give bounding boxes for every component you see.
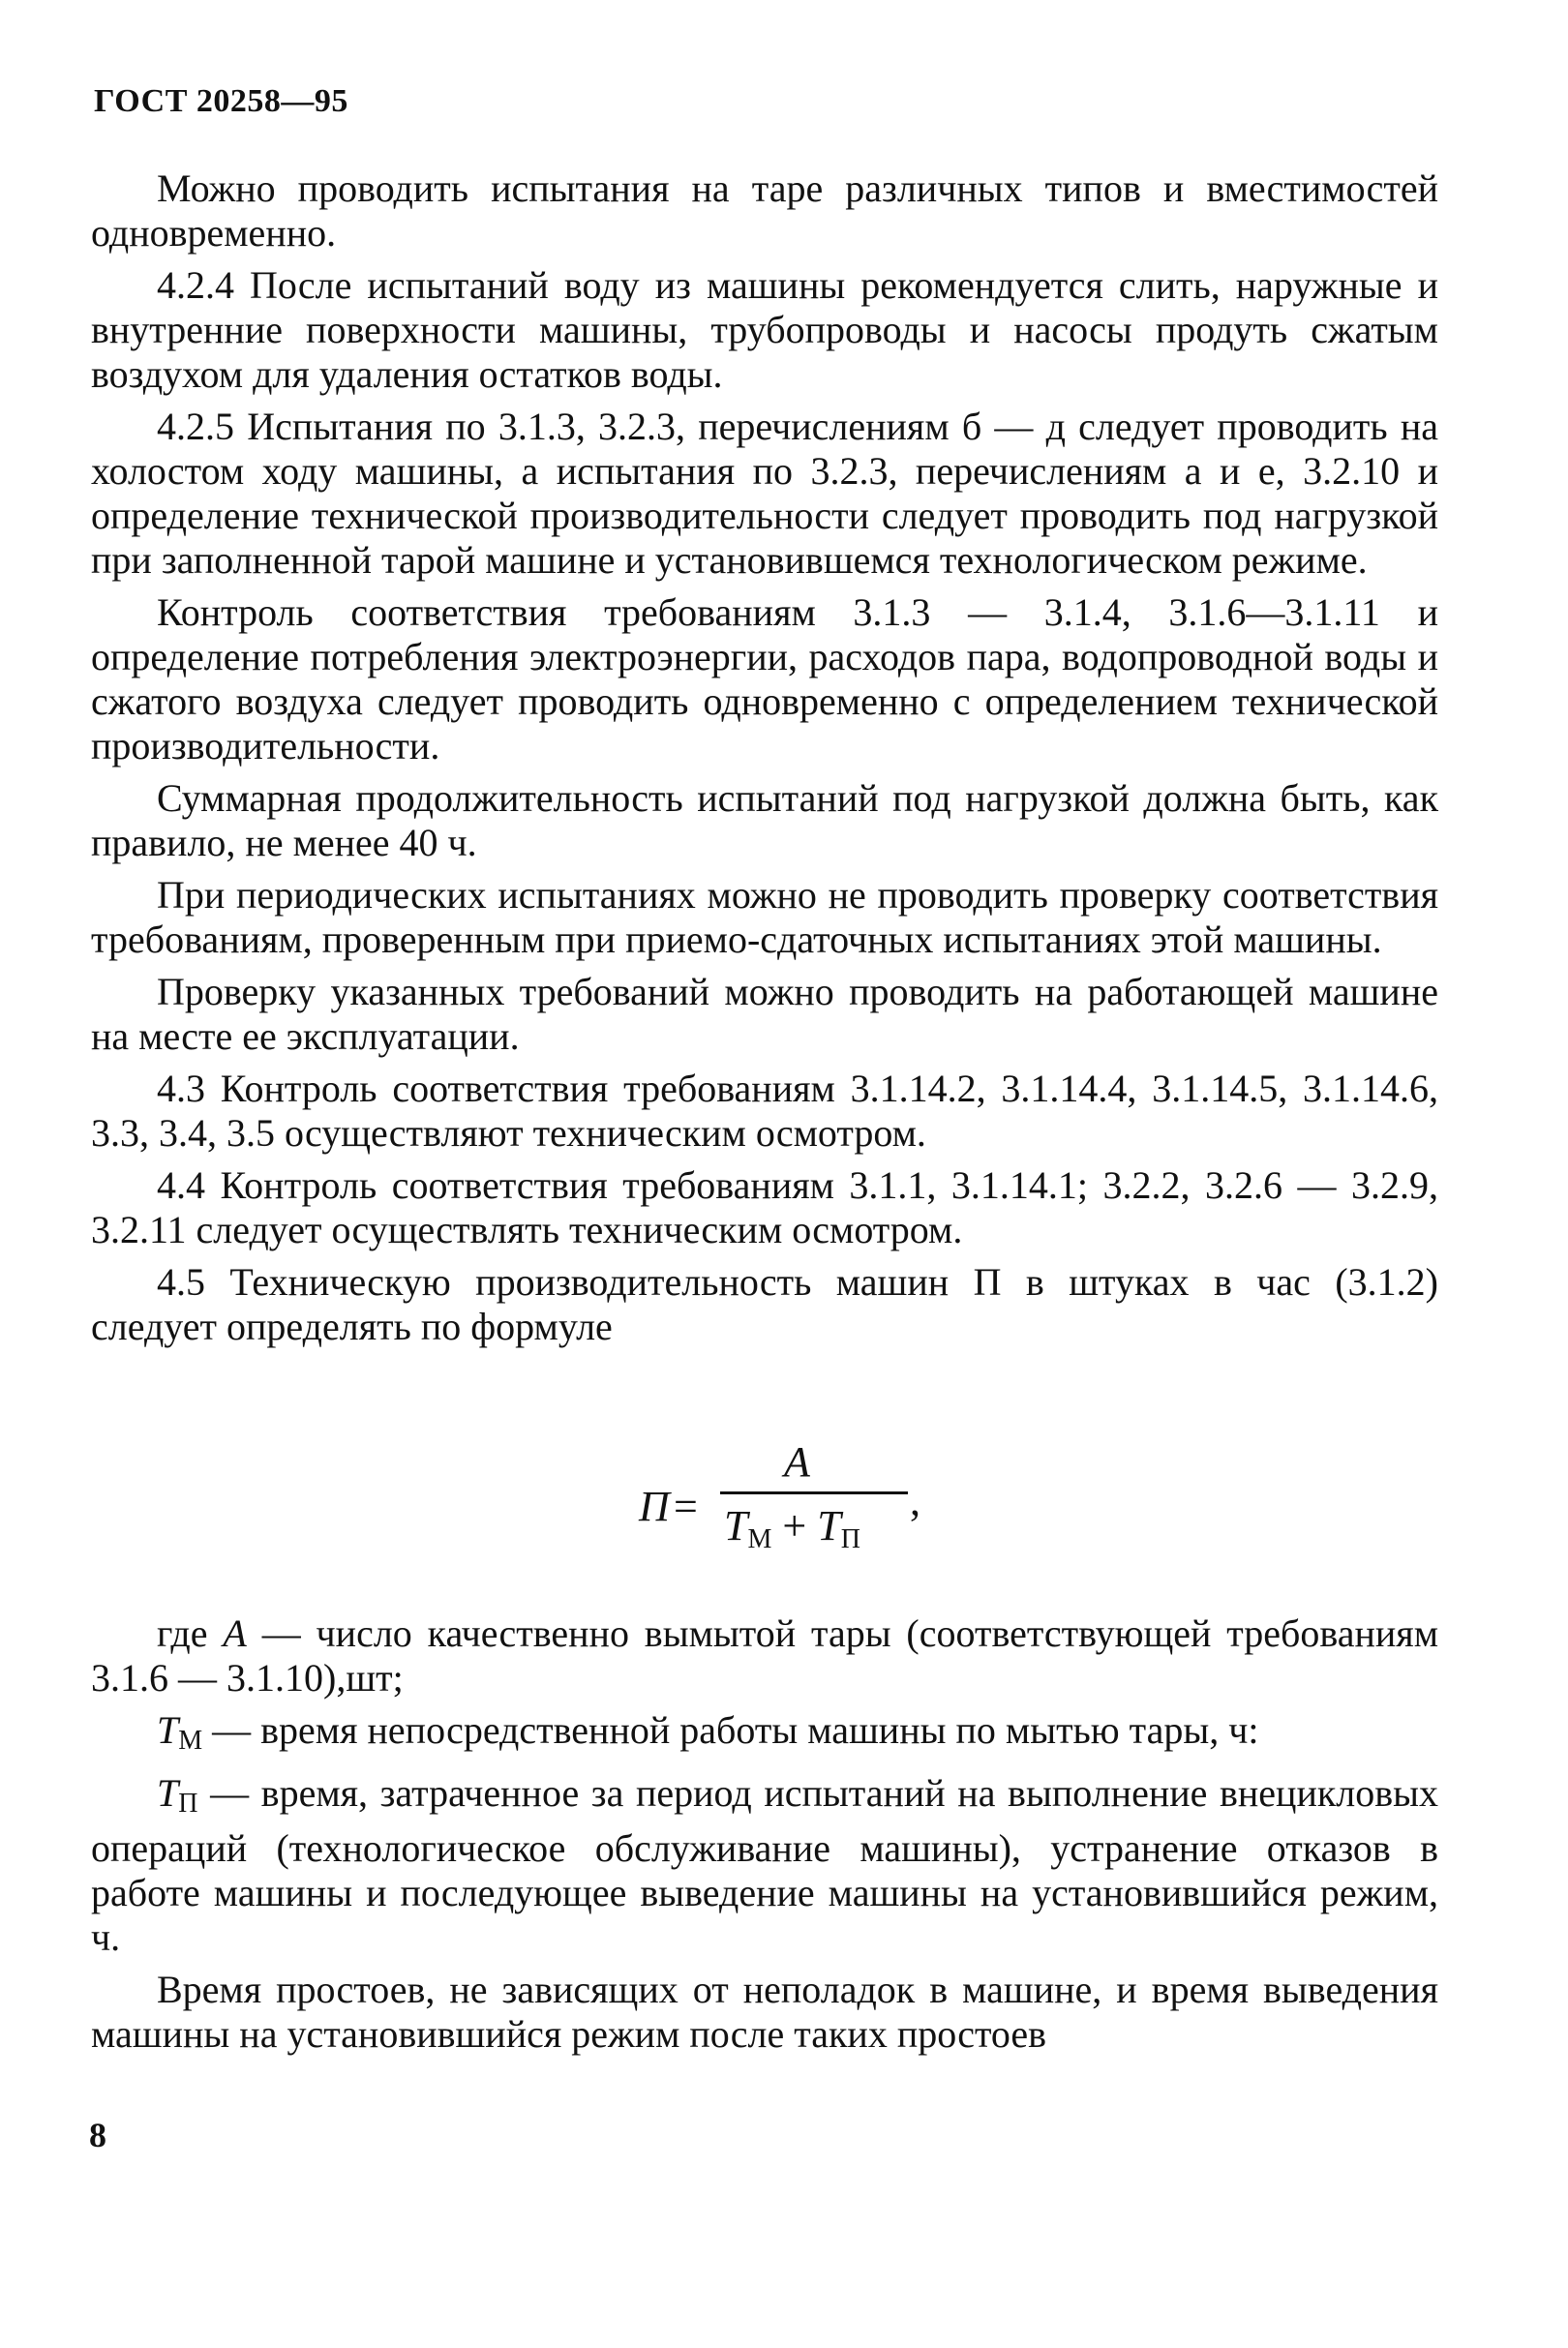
paragraph: Проверку указанных требований можно проводить на работающей машине на месте ее эксплуатации.	[91, 970, 1438, 1058]
symbol-tm-sub: М	[178, 1726, 203, 1756]
paragraph: 4.3 Контроль соответствия требованиям 3.1.14.2, 3.1.14.4, 3.1.14.5, 3.1.14.6, 3.3, 3.4, 3.5 осуществляют техническим осмотром.	[91, 1067, 1438, 1155]
document-header: ГОСТ 20258—95	[94, 83, 348, 119]
symbol-tm: T	[157, 1708, 179, 1752]
paragraph: 4.2.5 Испытания по 3.1.3, 3.2.3, перечислениям б — д следует проводить на холостом ходу машины, а испытания по 3.2.3, перечислениям а и е, 3.2.10 и определение технической производительности следует проводить под нагрузкой при заполненной тарой машине и установившемся технологическом режиме.	[91, 405, 1438, 582]
paragraph: Суммарная продолжительность испытаний под нагрузкой должна быть, как правило, не менее 40 ч.	[91, 776, 1438, 864]
definition-tp	[91, 1771, 1438, 1960]
paragraph: Можно проводить испытания на таре различных типов и вместимостей одновременно.	[91, 166, 1438, 255]
symbol-tp: T	[157, 1771, 179, 1815]
symbol-a: A	[223, 1611, 247, 1655]
denominator-sub1: М	[747, 1524, 772, 1554]
formula-comma: ,	[910, 1477, 920, 1524]
paragraph: При периодических испытаниях можно не проводить проверку соответствия требованиям, проверенным при приемо-сдаточных испытаниях этой машины.	[91, 873, 1438, 961]
denominator-t2: T	[817, 1502, 841, 1550]
fraction-bar	[720, 1491, 908, 1494]
definition-tm-text: — время непосредственной работы машины по мытью тары, ч:	[202, 1708, 1259, 1752]
body-text	[91, 166, 1438, 1357]
definition-prefix: где	[157, 1611, 224, 1655]
formula-denominator	[724, 1501, 860, 1555]
paragraph: 4.4 Контроль соответствия требованиям 3.1.1, 3.1.14.1; 3.2.2, 3.2.6 — 3.2.9, 3.2.11 следует осуществлять техническим осмотром.	[91, 1163, 1438, 1251]
denominator-sub2: П	[840, 1524, 860, 1554]
formula-numerator: A	[784, 1438, 810, 1486]
denominator-t1: T	[724, 1502, 748, 1550]
formula-equals: =	[674, 1483, 698, 1530]
productivity-formula	[639, 1437, 929, 1573]
paragraph: Контроль соответствия требованиям 3.1.3 — 3.1.4, 3.1.6—3.1.11 и определение потребления электроэнергии, расходов пара, водопроводной воды и сжатого воздуха следует проводить одновременно с определением технической производительности.	[91, 590, 1438, 768]
denominator-plus: +	[771, 1502, 818, 1550]
symbol-tp-sub: П	[178, 1789, 198, 1819]
definition-tm	[91, 1708, 1438, 1763]
paragraph-last: Время простоев, не зависящих от неполадок в машине, и время выведения машины на установившийся режим после таких простоев	[91, 1968, 1438, 2056]
formula-lhs: П	[639, 1483, 670, 1530]
definition-tp-text: — время, затраченное за период испытаний на выполнение внецикловых операций (технологическое обслуживание машины), устранение отказов в работе машины и последующее выведение машины на установившийся режим, ч.	[91, 1771, 1438, 1959]
formula-definitions	[91, 1611, 1438, 2064]
paragraph: 4.5 Техническую производительность машин П в штуках в час (3.1.2) следует определять по формуле	[91, 1260, 1438, 1348]
page-number: 8	[89, 2116, 106, 2154]
definition-a-text: — число качественно вымытой тары (соответствующей требованиям 3.1.6 — 3.1.10),шт;	[91, 1611, 1438, 1700]
paragraph: 4.2.4 После испытаний воду из машины рекомендуется слить, наружные и внутренние поверхности машины, трубопроводы и насосы продуть сжатым воздухом для удаления остатков воды.	[91, 263, 1438, 396]
definition-a	[91, 1611, 1438, 1701]
